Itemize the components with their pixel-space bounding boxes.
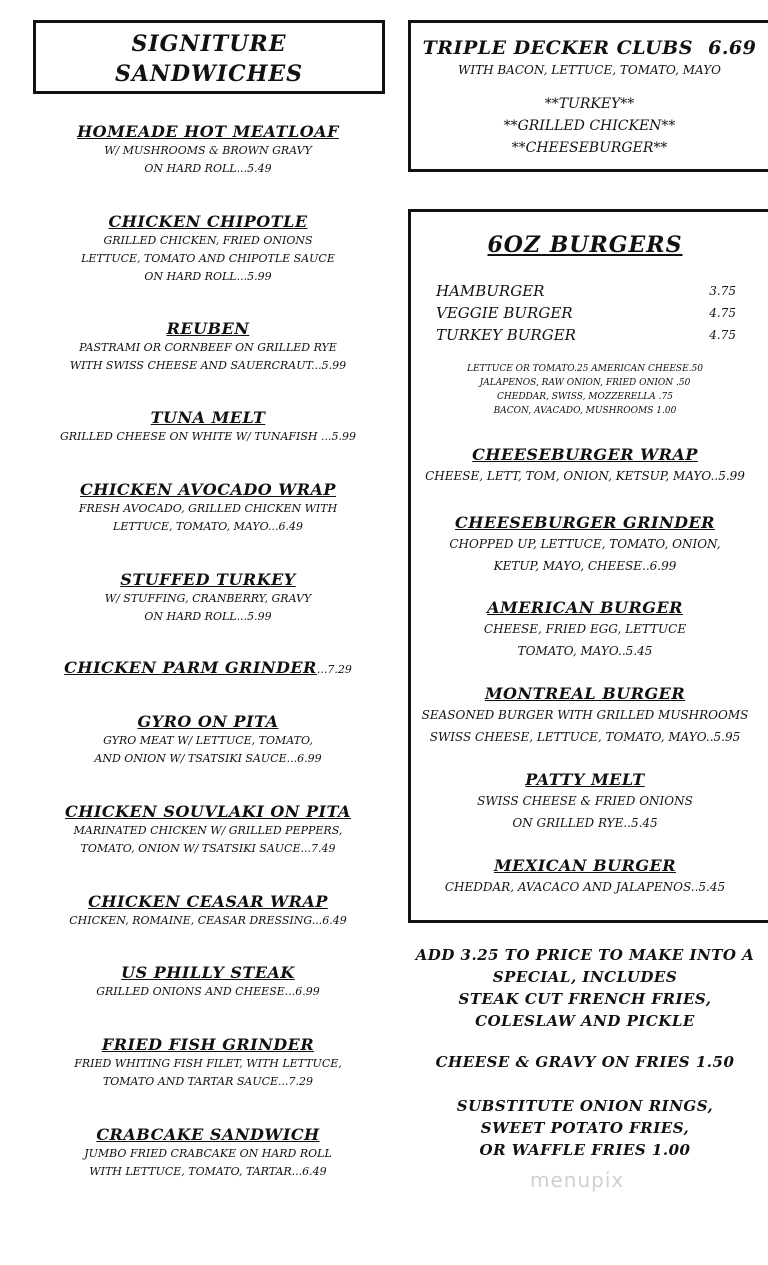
item-desc: GRILLED CHICKEN, FRIED ONIONS (103, 234, 313, 247)
item-title: MEXICAN BURGER (493, 856, 677, 875)
clubs-desc: WITH BACON, LETTUCE, TOMATO, MAYO (458, 63, 721, 77)
menu-item (30, 480, 386, 536)
item-desc: FRIED WHITING FISH FILET, WITH LETTUCE, (74, 1057, 342, 1070)
item-desc: ON HARD ROLL...5.99 (144, 270, 272, 283)
burger-row (436, 302, 736, 324)
burger-price: 4.75 (709, 328, 736, 342)
menu-item (30, 570, 386, 626)
item-desc: SWISS CHEESE, LETTUCE, TOMATO, MAYO..5.95 (429, 730, 741, 744)
burger-row (436, 280, 736, 302)
burger-item (410, 770, 760, 834)
menu-item (30, 1035, 386, 1091)
burgers-title: 6OZ BURGERS (487, 232, 683, 258)
item-title: PATTY MELT (525, 770, 645, 789)
item-desc: SEASONED BURGER WITH GRILLED MUSHROOMS (421, 708, 749, 722)
burger-price: 3.75 (709, 284, 736, 298)
item-desc: TOMATO, ONION W/ TSATSIKI SAUCE...7.49 (80, 842, 336, 855)
note-line: SWEET POTATO FRIES, (480, 1119, 690, 1137)
item-title: FRIED FISH GRINDER (101, 1035, 315, 1054)
note-line: OR WAFFLE FRIES 1.00 (479, 1141, 691, 1159)
item-desc: KETUP, MAYO, CHEESE..6.99 (493, 559, 677, 573)
topping-line: BACON, AVACADO, MUSHROOMS 1.00 (493, 406, 677, 416)
menu-item (30, 408, 386, 446)
clubs-title-row (411, 35, 768, 61)
item-desc: W/ MUSHROOMS & BROWN GRAVY (104, 144, 312, 157)
item-desc: MARINATED CHICKEN W/ GRILLED PEPPERS, (73, 824, 343, 837)
item-title: STUFFED TURKEY (120, 570, 296, 589)
menu-item (30, 802, 386, 858)
item-title: TUNA MELT (150, 408, 266, 427)
clubs-option: **TURKEY** (544, 96, 635, 112)
item-desc: ON HARD ROLL...5.49 (144, 162, 272, 175)
clubs-option: **CHEESEBURGER** (511, 140, 668, 156)
burger-list (436, 280, 736, 346)
item-desc: CHEESE, LETT, TOM, ONION, KETSUP, MAYO..5.99 (425, 469, 745, 483)
menu-item (30, 122, 386, 178)
clubs-box (408, 20, 768, 172)
clubs-title: TRIPLE DECKER CLUBS (422, 37, 693, 59)
item-title: CHICKEN CHIPOTLE (108, 212, 308, 231)
item-desc: ON GRILLED RYE..5.45 (512, 816, 658, 830)
burger-item (410, 513, 760, 577)
note-line: SPECIAL, INCLUDES (492, 968, 678, 986)
item-desc: TOMATO AND TARTAR SAUCE...7.29 (102, 1075, 314, 1088)
item-desc: LETTUCE, TOMATO, MAYO...6.49 (113, 520, 303, 533)
item-title: CHICKEN AVOCADO WRAP (80, 480, 336, 499)
topping-line: CHEDDAR, SWISS, MOZZERELLA .75 (497, 392, 673, 402)
item-desc: GYRO MEAT W/ LETTUCE, TOMATO, (103, 734, 313, 747)
clubs-price: 6.69 (708, 37, 757, 59)
item-desc: GRILLED CHEESE ON WHITE W/ TUNAFISH ...5.99 (59, 430, 357, 443)
item-desc: GRILLED ONIONS AND CHEESE...6.99 (96, 985, 320, 998)
menu-item (30, 658, 386, 679)
substitute-note (410, 1095, 760, 1161)
item-desc: CHOPPED UP, LETTUCE, TOMATO, ONION, (449, 537, 721, 551)
item-desc: WITH SWISS CHEESE AND SAUERCRAUT...5.99 (69, 359, 347, 372)
menu-item (30, 212, 386, 286)
menu-item (30, 892, 386, 930)
item-title: CHICKEN SOUVLAKI ON PITA (65, 802, 351, 821)
item-desc: WITH LETTUCE, TOMATO, TARTAR...6.49 (89, 1165, 327, 1178)
item-desc: CHEDDAR, AVACACO AND JALAPENOS..5.45 (444, 880, 726, 894)
item-title: CRABCAKE SANDWICH (96, 1125, 320, 1144)
topping-line: LETTUCE OR TOMATO.25 AMERICAN CHEESE.50 (467, 364, 703, 374)
note-line: COLESLAW AND PICKLE (475, 1012, 695, 1030)
item-title: REUBEN (166, 319, 250, 338)
item-title: AMERICAN BURGER (487, 598, 683, 617)
item-title: GYRO ON PITA (137, 712, 279, 731)
burger-item (410, 684, 760, 748)
menu-item (30, 963, 386, 1001)
item-desc: W/ STUFFING, CRANBERRY, GRAVY (104, 592, 312, 605)
note-line: ADD 3.25 TO PRICE TO MAKE INTO A (415, 946, 755, 964)
burger-name: TURKEY BURGER (436, 326, 576, 344)
item-desc: JUMBO FRIED CRABCAKE ON HARD ROLL (84, 1147, 332, 1160)
burger-name: HAMBURGER (436, 282, 545, 300)
section-title-line2: SANDWICHES (114, 61, 304, 87)
item-desc: TOMATO, MAYO..5.45 (517, 644, 653, 658)
clubs-option: **GRILLED CHICKEN** (503, 118, 676, 134)
burger-row (436, 324, 736, 346)
item-desc: LETTUCE, TOMATO AND CHIPOTLE SAUCE (81, 252, 335, 265)
item-desc: CHICKEN, ROMAINE, CEASAR DRESSING...6.49 (69, 914, 347, 927)
section-title-line1: SIGNITURE (131, 31, 287, 57)
watermark: menupix (530, 1168, 625, 1192)
menu-item (30, 1125, 386, 1181)
item-title: US PHILLY STEAK (121, 963, 295, 982)
note-line: SUBSTITUTE ONION RINGS, (456, 1097, 714, 1115)
signature-header-box (33, 20, 385, 94)
burger-price: 4.75 (709, 306, 736, 320)
item-title: MONTREAL BURGER (484, 684, 686, 703)
burger-item (410, 856, 760, 898)
item-desc: SWISS CHEESE & FRIED ONIONS (477, 794, 693, 808)
gravy-note (410, 1051, 760, 1073)
item-desc: PASTRAMI OR CORNBEEF ON GRILLED RYE (79, 341, 337, 354)
burger-name: VEGGIE BURGER (436, 304, 573, 322)
special-note (410, 944, 760, 1032)
note-line: CHEESE & GRAVY ON FRIES 1.50 (435, 1053, 735, 1071)
item-title: HOMEADE HOT MEATLOAF (77, 122, 339, 141)
item-desc: FRESH AVOCADO, GRILLED CHICKEN WITH (78, 502, 338, 515)
topping-line: JALAPENOS, RAW ONION, FRIED ONION .50 (479, 378, 691, 388)
item-desc: CHEESE, FRIED EGG, LETTUCE (483, 622, 687, 636)
item-title: CHICKEN CEASAR WRAP (88, 892, 328, 911)
item-title: CHICKEN PARM GRINDER (64, 658, 317, 677)
burger-item (410, 445, 760, 487)
menu-item (30, 319, 386, 375)
note-line: STEAK CUT FRENCH FRIES, (458, 990, 712, 1008)
toppings (410, 362, 760, 418)
item-desc: ON HARD ROLL...5.99 (144, 610, 272, 623)
menu-item (30, 712, 386, 768)
item-price: ...7.29 (316, 663, 352, 676)
item-title: CHEESEBURGER GRINDER (455, 513, 715, 532)
burger-item (410, 598, 760, 662)
item-title: CHEESEBURGER WRAP (472, 445, 698, 464)
item-desc: AND ONION W/ TSATSIKI SAUCE...6.99 (94, 752, 322, 765)
